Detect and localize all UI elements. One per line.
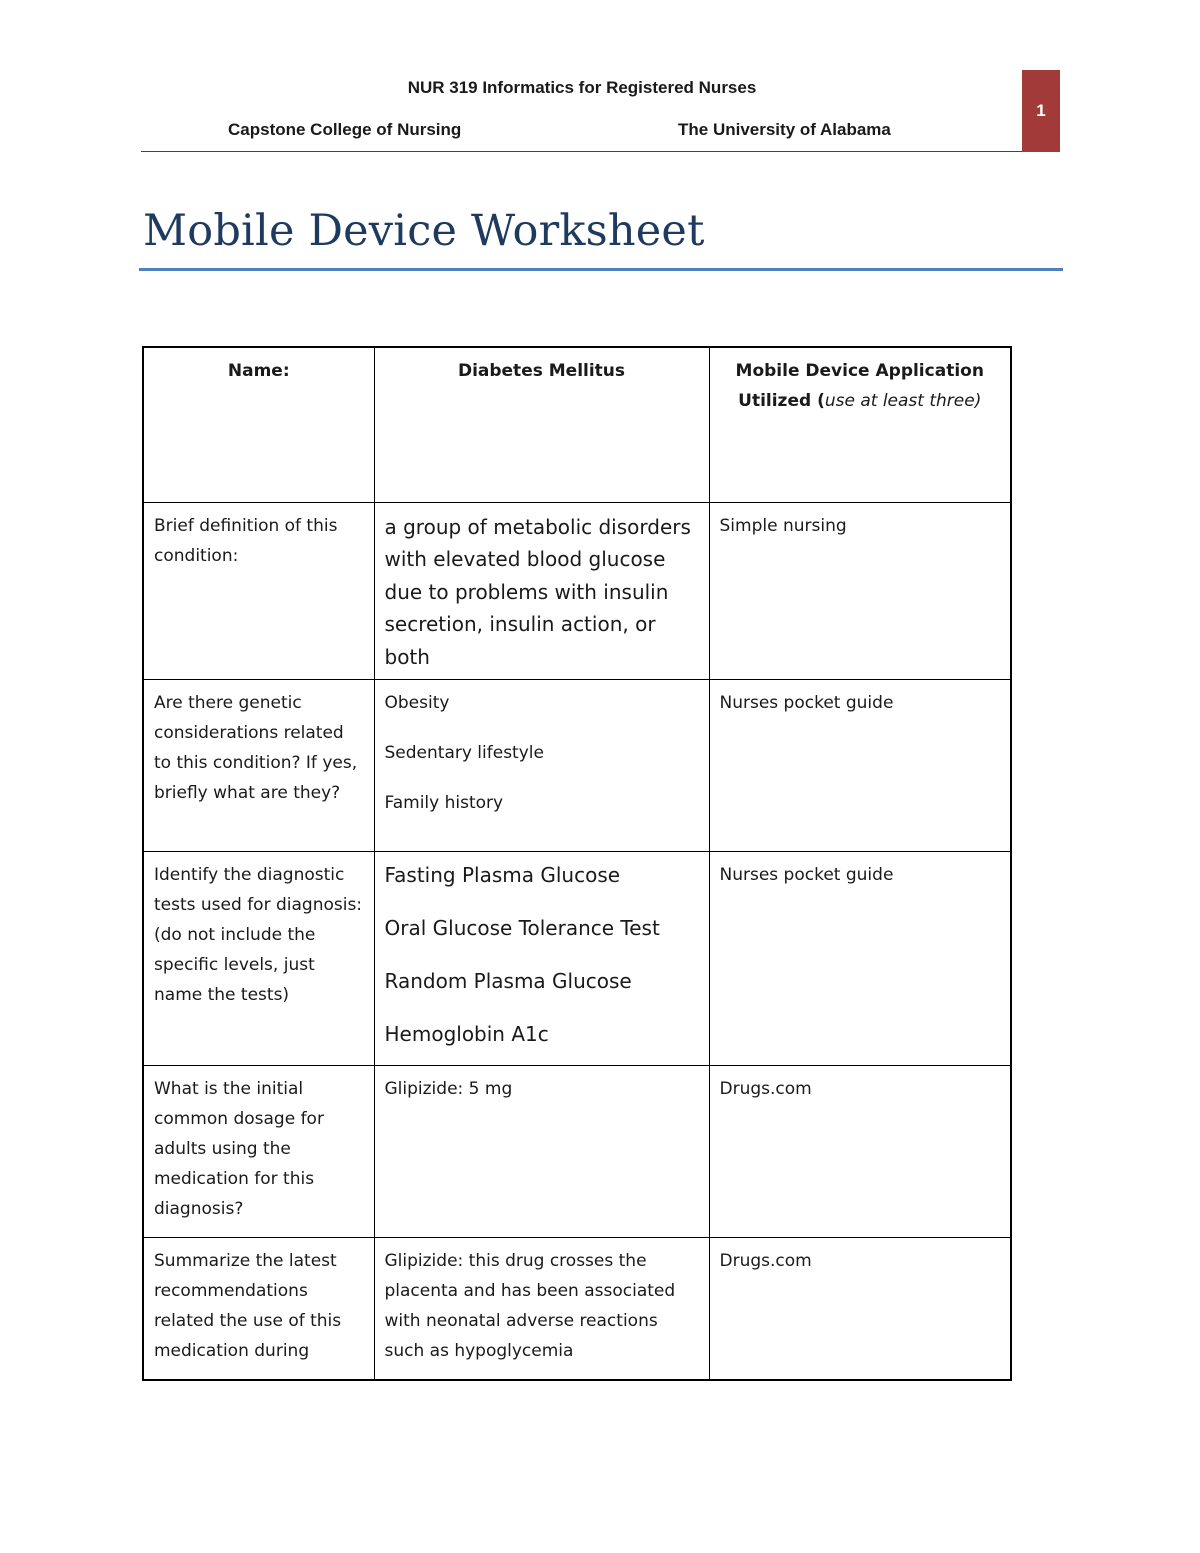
source-text: Nurses pocket guide bbox=[719, 693, 894, 713]
worksheet-table bbox=[142, 346, 1012, 1381]
table-row bbox=[143, 1238, 1011, 1380]
source-text: Drugs.com bbox=[719, 1251, 812, 1271]
answer-item: Sedentary lifestyle bbox=[384, 743, 544, 763]
header-divider bbox=[141, 151, 1023, 152]
question-cell bbox=[143, 502, 374, 680]
answer-item: Fasting Plasma Glucose bbox=[384, 863, 621, 887]
page-title: Mobile Device Worksheet bbox=[143, 206, 705, 256]
table-row bbox=[143, 502, 1011, 680]
question-text: What is the initial common dosage for adults using the medication for this diagnosis? bbox=[154, 1079, 324, 1219]
name-header-cell bbox=[143, 347, 374, 502]
question-cell bbox=[143, 680, 374, 852]
answer-item: Obesity bbox=[384, 693, 450, 713]
app-header-cell bbox=[709, 347, 1011, 502]
question-cell bbox=[143, 852, 374, 1066]
source-cell bbox=[709, 680, 1011, 852]
source-text: Nurses pocket guide bbox=[719, 865, 894, 885]
app-header-italic: use at least three) bbox=[824, 391, 982, 411]
question-cell bbox=[143, 1238, 374, 1380]
source-cell bbox=[709, 1066, 1011, 1238]
source-cell bbox=[709, 1238, 1011, 1380]
page-number: 1 bbox=[1036, 101, 1046, 120]
question-text: Are there genetic considerations related to this condition? If yes, briefly what are they? bbox=[154, 693, 358, 803]
answer-cell bbox=[374, 1066, 709, 1238]
college-name: Capstone College of Nursing bbox=[228, 120, 462, 139]
question-text: Summarize the latest recommendations related the use of this medication during bbox=[154, 1251, 342, 1361]
answer-text: Glipizide: this drug crosses the placenta and has been associated with neonatal adverse reactions such as hypoglycemia bbox=[384, 1251, 676, 1361]
answer-text: a group of metabolic disorders with elevated blood glucose due to problems with insulin secretion, insulin action, or both bbox=[384, 514, 691, 669]
table-row bbox=[143, 680, 1011, 852]
course-title: NUR 319 Informatics for Registered Nurses bbox=[407, 78, 757, 97]
answer-cell bbox=[374, 502, 709, 680]
answer-text: Glipizide: 5 mg bbox=[384, 1079, 513, 1099]
app-header-prefix: Utilized ( bbox=[738, 391, 825, 411]
title-underline bbox=[139, 268, 1063, 271]
app-header-line1: Mobile Device Application bbox=[735, 361, 984, 381]
condition-label: Diabetes Mellitus bbox=[457, 361, 626, 381]
table-header-row bbox=[143, 347, 1011, 502]
source-text: Drugs.com bbox=[719, 1079, 812, 1099]
source-cell bbox=[709, 852, 1011, 1066]
table-row bbox=[143, 852, 1011, 1066]
university-name: The University of Alabama bbox=[678, 120, 891, 139]
source-cell bbox=[709, 502, 1011, 680]
source-text: Simple nursing bbox=[719, 515, 847, 536]
answer-item: Hemoglobin A1c bbox=[384, 1022, 549, 1046]
name-label: Name: bbox=[227, 361, 290, 381]
answer-item: Family history bbox=[384, 793, 504, 813]
page-number-badge bbox=[1022, 70, 1060, 152]
table-row bbox=[143, 1066, 1011, 1238]
answer-cell bbox=[374, 1238, 709, 1380]
answer-item: Random Plasma Glucose bbox=[384, 969, 632, 993]
answer-cell bbox=[374, 852, 709, 1066]
question-text: Identify the diagnostic tests used for diagnosis: (do not include the specific levels, just name the tests) bbox=[154, 865, 363, 1005]
answer-cell bbox=[374, 680, 709, 852]
question-cell bbox=[143, 1066, 374, 1238]
answer-item: Oral Glucose Tolerance Test bbox=[384, 916, 660, 940]
condition-header-cell bbox=[374, 347, 709, 502]
question-text: Brief definition of this condition: bbox=[154, 515, 338, 566]
